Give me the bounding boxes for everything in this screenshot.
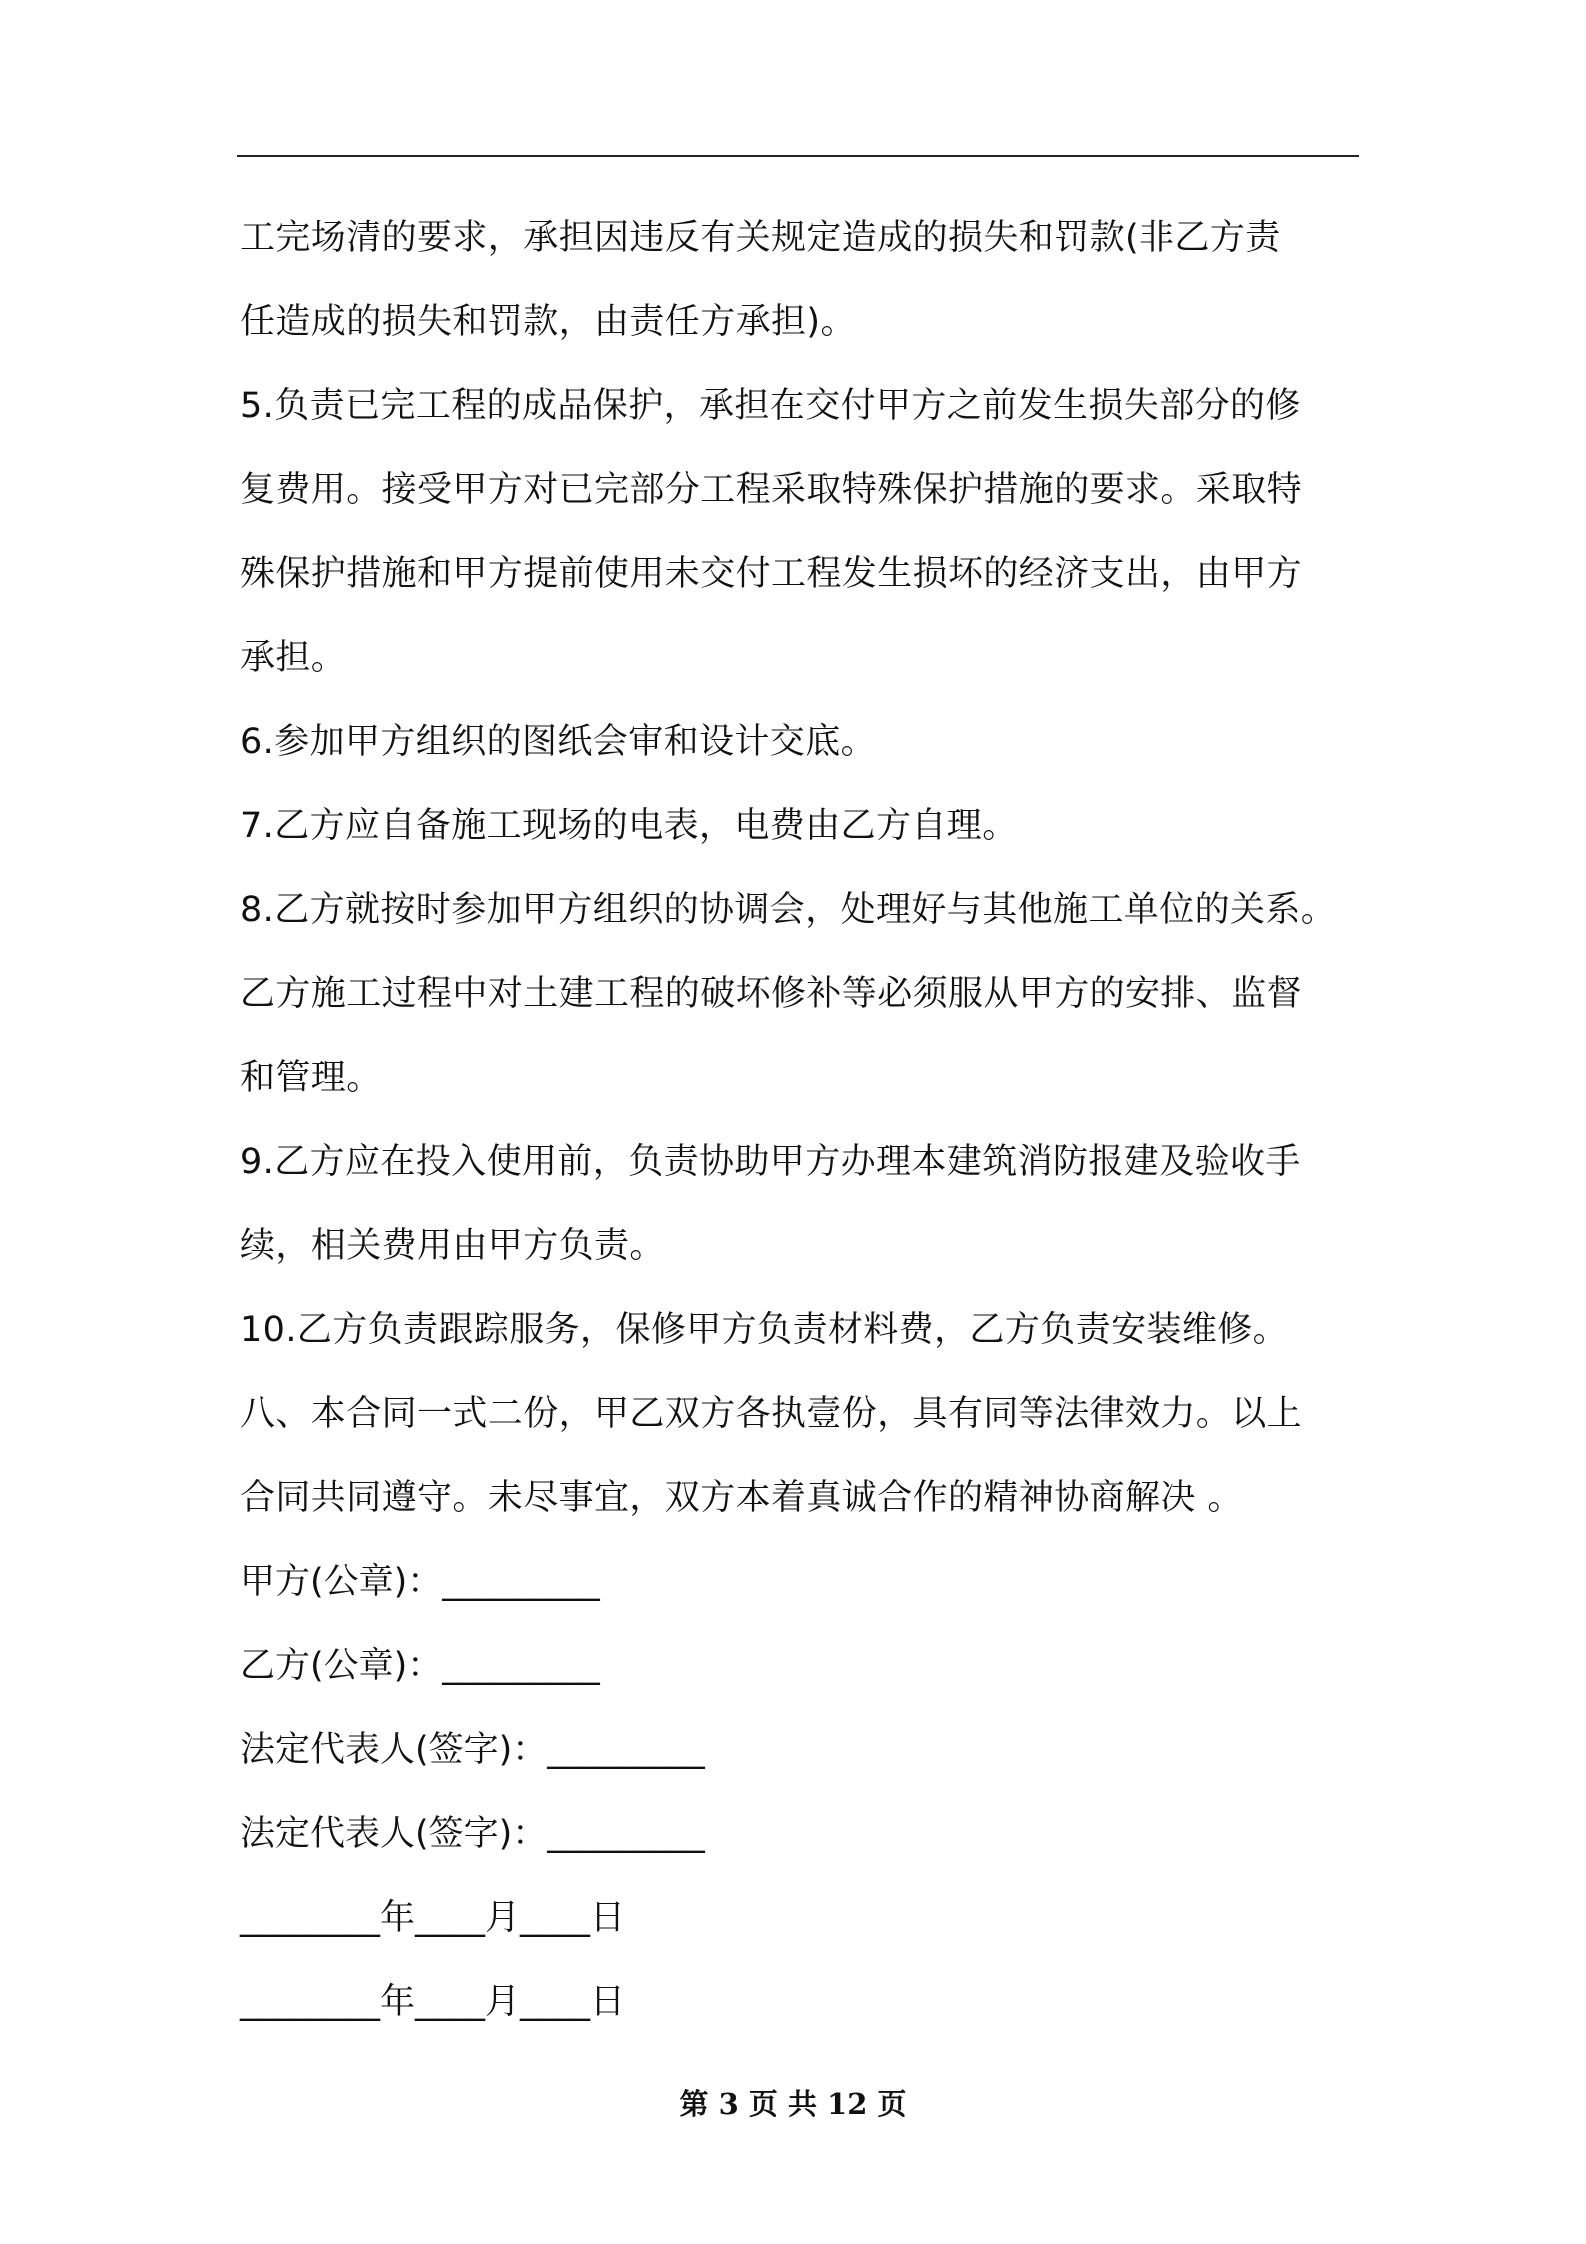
clause-9-line-2: 续，相关费用由甲方负责。 [240, 1226, 665, 1266]
clause-9-line-1: 9.乙方应在投入使用前，负责协助甲方办理本建筑消防报建及验收手 [240, 1142, 1301, 1182]
header-rule [237, 155, 1359, 157]
clause-5-line-3: 殊保护措施和甲方提前使用未交付工程发生损坏的经济支出，由甲方 [240, 554, 1303, 594]
clause-5-line-2: 复费用。接受甲方对已完部分工程采取特殊保护措施的要求。采取特 [240, 470, 1303, 510]
party-b-seal-field: 乙方(公章)：_________ [240, 1646, 600, 1686]
clause-10: 10.乙方负责跟踪服务，保修甲方负责材料费，乙方负责安装维修。 [240, 1310, 1289, 1350]
date-field-a: ________年____月____日 [240, 1898, 626, 1938]
article-8-line-1: 八、本合同一式二份，甲乙双方各执壹份，具有同等法律效力。以上 [240, 1394, 1303, 1434]
party-b-representative-field: 法定代表人(签字)：_________ [240, 1814, 705, 1854]
clause-8-line-2: 乙方施工过程中对土建工程的破坏修补等必须服从甲方的安排、监督 [240, 974, 1303, 1014]
clause-8-line-3: 和管理。 [240, 1058, 382, 1098]
date-field-b: ________年____月____日 [240, 1982, 626, 2022]
clause-4-line-2: 工完场清的要求，承担因违反有关规定造成的损失和罚款(非乙方责 [240, 218, 1281, 258]
clause-6: 6.参加甲方组织的图纸会审和设计交底。 [240, 722, 876, 762]
page-number: 第 3 页 共 12 页 [679, 2087, 907, 2121]
clause-7: 7.乙方应自备施工现场的电表，电费由乙方自理。 [240, 806, 1018, 846]
clause-5-line-4: 承担。 [240, 638, 347, 678]
party-a-seal-field: 甲方(公章)：_________ [240, 1562, 600, 1602]
document-body [240, 196, 1370, 2044]
clause-5-line-1: 5.负责已完工程的成品保护，承担在交付甲方之前发生损失部分的修 [240, 386, 1301, 426]
party-a-representative-field: 法定代表人(签字)：_________ [240, 1730, 705, 1770]
article-8-line-2: 合同共同遵守。未尽事宜，双方本着真诚合作的精神协商解决 。 [240, 1478, 1243, 1518]
clause-4-line-3: 任造成的损失和罚款，由责任方承担)。 [240, 302, 856, 342]
clause-8-line-1: 8.乙方就按时参加甲方组织的协调会，处理好与其他施工单位的关系。 [240, 890, 1337, 930]
